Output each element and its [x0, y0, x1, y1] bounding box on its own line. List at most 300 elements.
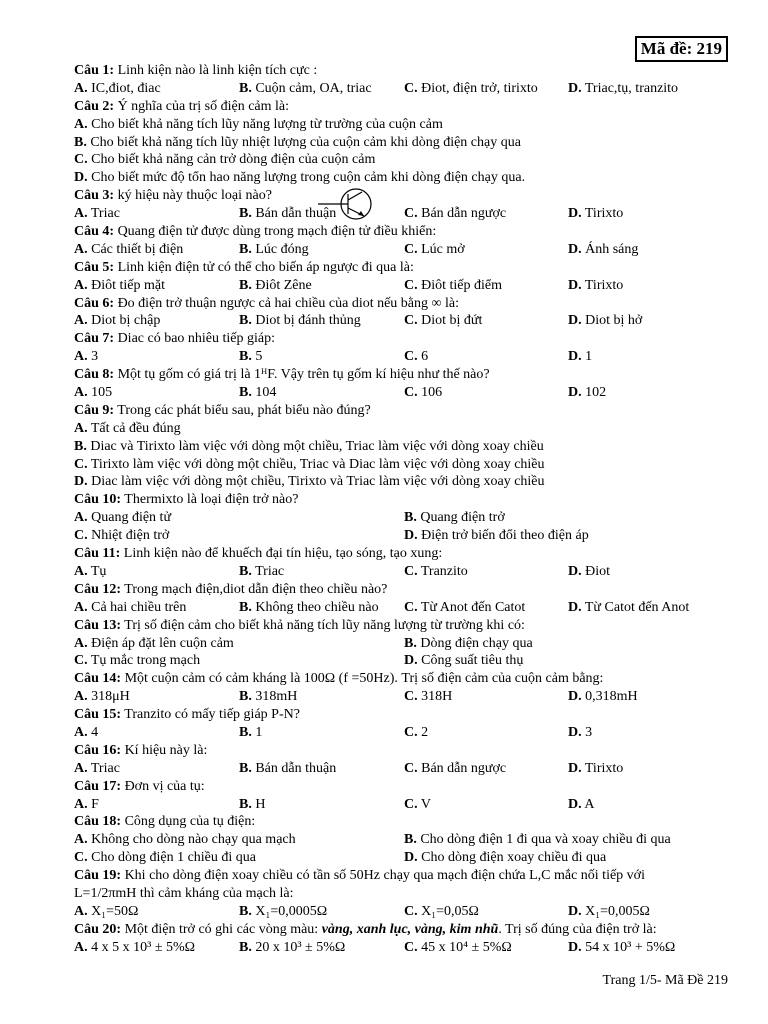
text-questions-q19-opts-1-0: B.: [239, 903, 252, 919]
text-questions-q2-opts-0-1: Cho biết khả năng tích lũy năng lượng từ trường của cuộn cảm: [87, 116, 443, 132]
answer-option: [239, 599, 379, 617]
text-questions-q13-label: Câu 13:: [74, 617, 122, 633]
answer-option: [404, 509, 505, 527]
question-16: [74, 742, 734, 760]
text-questions-q6-label: Câu 6:: [74, 295, 115, 311]
text-questions-q2-opts-0-0: A.: [74, 116, 88, 132]
answer-option: [404, 831, 671, 849]
text-questions-q14-opts-0-1: 318μH: [87, 689, 130, 705]
text-questions-q10-label: Câu 10:: [74, 492, 122, 508]
answer-option: [74, 241, 183, 259]
answer-option: [404, 312, 482, 330]
text-questions-q15-opts-0-0: A.: [74, 724, 88, 740]
text-questions-q4-opts-1-0: B.: [239, 241, 252, 257]
text-questions-q2-opts-3-1: Cho biết mức độ tổn hao năng lượng trong cuộn cảm khi dòng điện chạy qua.: [87, 170, 526, 186]
text-questions-q9-opts-2-0: C.: [74, 456, 88, 472]
options-1: [74, 80, 734, 98]
question-9: [74, 402, 734, 420]
text-questions-q2-opts-1-1: Cho biết khả năng tích lũy nhiệt lượng của cuộn cảm khi dòng điện chạy qua: [86, 134, 521, 150]
text-questions-q6-opts-3-1: Diot bị hở: [581, 313, 643, 329]
answer-option: [404, 903, 479, 921]
options-10-cd: [74, 527, 734, 545]
text-questions-q3-opts-0-0: A.: [74, 206, 88, 222]
text-questions-q17-opts-3-1: A: [581, 796, 595, 812]
text-questions-q12-opts-1-1: Không theo chiều nào: [251, 599, 379, 615]
text-questions-q10-opts-2-0: C.: [74, 528, 88, 544]
answer-option: [568, 384, 606, 402]
text-questions-q4-text: Quang điện tử được dùng trong mạch điện tử điều khiển:: [114, 224, 437, 240]
text-questions-q16-text: Kí hiệu này là:: [121, 742, 208, 758]
options-14: [74, 688, 734, 706]
text-questions-q20-colors: vàng, xanh lục, vàng, kim nhũ: [321, 921, 499, 937]
text-questions-q13-opts-2-1: Tụ mắc trong mạch: [87, 653, 201, 669]
answer-option: [404, 205, 506, 223]
text-questions-q9-text: Trong các phát biểu sau, phát biểu nào đúng?: [114, 402, 371, 418]
text-questions-q17-opts-2-1: V: [417, 796, 431, 812]
answer-option: [74, 796, 99, 814]
answer-option: [568, 348, 592, 366]
answer-option: [404, 796, 431, 814]
text-questions-q7-opts-3-0: D.: [568, 349, 582, 365]
text-questions-q20-text_end: . Trị số đúng của điện trở là:: [498, 921, 657, 937]
answer-option: [404, 277, 502, 295]
text-questions-q13-opts-0-0: A.: [74, 635, 88, 651]
text-questions-q5-label: Câu 5:: [74, 259, 115, 275]
text-questions-q11-opts-2-1: Tranzito: [417, 563, 468, 579]
text-questions-q15-opts-3-1: 3: [581, 724, 593, 740]
text-questions-q18-opts-0-1: Không cho dòng nào chạy qua mạch: [87, 832, 296, 848]
text-questions-q18-opts-2-1: Cho dòng điện 1 chiều đi qua: [87, 850, 256, 866]
text-questions-q6-opts-1-1: Diot bị đánh thủng: [251, 313, 361, 329]
text-questions-q17-opts-1-0: B.: [239, 796, 252, 812]
text-questions-q4-opts-2-1: Lúc mở: [417, 241, 465, 257]
text-questions-q19-opts-0-0: A.: [74, 903, 88, 919]
text-questions-q5-opts-2-1: Điôt tiếp điểm: [417, 277, 503, 293]
text-questions-q14-opts-1-1: 318mH: [251, 689, 298, 705]
text-questions-q16-opts-2-1: Bán dẫn ngược: [417, 760, 507, 776]
text-questions-q18-opts-1-1: Cho dòng điện 1 đi qua và xoay chiều đi qua: [416, 832, 671, 848]
question-5: [74, 259, 734, 277]
answer-option: [74, 527, 169, 545]
text-questions-q19-opts-2-1: X₁=0,05Ω: [417, 903, 479, 919]
text-questions-q7-opts-0-0: A.: [74, 349, 88, 365]
text-questions-q5-opts-2-0: C.: [404, 277, 418, 293]
text-questions-q5-opts-3-1: Tirixto: [581, 277, 624, 293]
answer-option: [568, 80, 678, 98]
options-13-ab: [74, 635, 734, 653]
text-questions-q12-opts-0-1: Cả hai chiều trên: [87, 599, 187, 615]
text-questions-q1-text: Linh kiện nào là linh kiện tích cực :: [114, 63, 318, 78]
text-questions-q4-opts-3-0: D.: [568, 241, 582, 257]
answer-option: [74, 509, 171, 527]
text-questions-q3-label: Câu 3:: [74, 188, 115, 204]
text-questions-q3-opts-2-0: C.: [404, 206, 418, 222]
option-9c: [74, 456, 734, 474]
text-questions-q3-opts-1-0: B.: [239, 206, 252, 222]
question-12: [74, 581, 734, 599]
text-questions-q9-opts-1-1: Diac và Tirixto làm việc với dòng một chiều, Triac làm việc với dòng xoay chiều: [86, 438, 544, 454]
question-19: [74, 867, 734, 885]
answer-option: [74, 384, 112, 402]
text-questions-q6-text: Đo điện trở thuận ngược cả hai chiều của diot nếu bằng ∞ là:: [114, 295, 459, 311]
text-questions-q19-text: Khi cho dòng điện xoay chiều có tần số 50Hz chạy qua mạch điện chứa L,C mắc nối tiếp với: [121, 868, 645, 884]
question-19-cont: [74, 885, 734, 903]
text-questions-q17-opts-0-0: A.: [74, 796, 88, 812]
text-questions-q6-opts-3-0: D.: [568, 313, 582, 329]
text-questions-q10-opts-0-0: A.: [74, 510, 88, 526]
text-questions-q15-opts-2-1: 2: [417, 724, 429, 740]
text-questions-q1-opts-1-1: Cuộn cảm, OA, triac: [251, 80, 372, 96]
text-questions-q1-opts-2-1: Điot, điện trở, tirixto: [417, 80, 538, 96]
text-questions-q3-opts-2-1: Bán dẫn ngược: [417, 206, 507, 222]
text-questions-q13-text: Trị số điện cảm cho biết khả năng tích lũy năng lượng từ trường khi có:: [121, 617, 525, 633]
text-questions-q8-opts-3-0: D.: [568, 385, 582, 401]
answer-option: [568, 312, 642, 330]
text-questions-q8-opts-1-0: B.: [239, 385, 252, 401]
text-questions-q15-label: Câu 15:: [74, 707, 122, 723]
question-18: [74, 813, 734, 831]
text-questions-q4-label: Câu 4:: [74, 224, 115, 240]
text-questions-q2-opts-2-1: Cho biết khả năng cản trở dòng điện của cuộn cảm: [87, 152, 376, 168]
text-questions-q19-opts-1-1: X₁=0,0005Ω: [251, 903, 328, 919]
options-20: [74, 939, 734, 957]
answer-option: [74, 563, 106, 581]
text-questions-q14-text: Một cuộn cảm có cảm kháng là 100Ω (f =50Hz). Trị số điện cảm của cuộn cảm bằng:: [121, 671, 604, 687]
text-questions-q12-label: Câu 12:: [74, 581, 122, 597]
text-questions-q6-opts-0-0: A.: [74, 313, 88, 329]
text-questions-q12-text: Trong mạch điện,diot dẫn điện theo chiều nào?: [121, 581, 388, 597]
text-questions-q13-opts-1-0: B.: [404, 635, 417, 651]
question-15: [74, 706, 734, 724]
text-questions-q10-text: Thermixto là loại điện trở nào?: [121, 492, 299, 508]
options-17: [74, 796, 734, 814]
answer-option: [239, 348, 262, 366]
options-4: [74, 241, 734, 259]
text-questions-q16-opts-0-0: A.: [74, 760, 88, 776]
text-questions-q8-opts-2-0: C.: [404, 385, 418, 401]
text-questions-q8-text: Một tụ gốm có giá trị là 1ᴴF. Vậy trên tụ gốm kí hiệu như thế nào?: [114, 367, 490, 383]
text-questions-q11-opts-1-1: Triac: [251, 563, 285, 579]
answer-option: [404, 724, 428, 742]
text-questions-q8-opts-0-0: A.: [74, 385, 88, 401]
answer-option: [568, 796, 594, 814]
text-questions-q17-text: Đơn vị của tụ:: [121, 778, 205, 794]
text-questions-q7-opts-3-1: 1: [581, 349, 593, 365]
text-questions-q15-text: Tranzito có mấy tiếp giáp P-N?: [121, 707, 300, 723]
answer-option: [404, 241, 465, 259]
options-8: [74, 384, 734, 402]
text-questions-q19-opts-3-0: D.: [568, 903, 582, 919]
text-questions-q9-opts-1-0: B.: [74, 438, 87, 454]
answer-option: [239, 724, 262, 742]
answer-option: [568, 760, 623, 778]
question-4: [74, 223, 734, 241]
text-questions-q5-opts-0-0: A.: [74, 277, 88, 293]
question-8: [74, 366, 734, 384]
answer-option: [404, 760, 506, 778]
text-questions-q15-opts-2-0: C.: [404, 724, 418, 740]
answer-option: [568, 599, 689, 617]
answer-option: [568, 939, 675, 957]
answer-option: [239, 688, 297, 706]
text-questions-q20-text: Một điện trở có ghi các vòng màu:: [121, 921, 322, 937]
answer-option: [74, 277, 165, 295]
text-questions-q5-text: Linh kiện điện tử có thể cho biến áp ngược đi qua là:: [114, 259, 414, 275]
question-1: [74, 62, 734, 80]
answer-option: [404, 348, 428, 366]
answer-option: [404, 939, 512, 957]
answer-option: [74, 205, 120, 223]
option-2d: [74, 169, 734, 187]
answer-option: [74, 939, 195, 957]
page-footer: Trang 1/5- Mã Đề 219: [602, 973, 728, 988]
text-questions-q10-opts-1-1: Quang điện trở: [416, 510, 505, 526]
text-questions-q11-opts-2-0: C.: [404, 563, 418, 579]
question-3: [74, 187, 734, 205]
exam-code: Mã đề: 219: [635, 36, 728, 62]
text-questions-q20-opts-0-1: 4 x 5 x 10³ ± 5%Ω: [87, 939, 196, 955]
text-questions-q3-opts-3-1: Tirixto: [581, 206, 624, 222]
answer-option: [74, 80, 161, 98]
text-questions-q9-opts-3-0: D.: [74, 474, 88, 490]
text-questions-q18-opts-3-1: Cho dòng điện xoay chiều đi qua: [417, 850, 607, 866]
text-questions-q2-opts-2-0: C.: [74, 152, 88, 168]
text-questions-q18-opts-2-0: C.: [74, 850, 88, 866]
text-questions-q6-opts-2-1: Diot bị đứt: [417, 313, 483, 329]
text-questions-q3-opts-0-1: Triac: [87, 206, 120, 222]
question-6: [74, 295, 734, 313]
text-questions-q16-label: Câu 16:: [74, 742, 122, 758]
answer-option: [404, 849, 606, 867]
answer-option: [74, 903, 138, 921]
options-6: [74, 312, 734, 330]
text-questions-q19-opts-2-0: C.: [404, 903, 418, 919]
text-questions-q20-opts-3-1: 54 x 10³ + 5%Ω: [581, 939, 676, 955]
answer-option: [239, 205, 336, 223]
answer-option: [568, 205, 623, 223]
text-questions-q11-label: Câu 11:: [74, 546, 121, 562]
text-questions-q20-opts-2-0: C.: [404, 939, 418, 955]
option-2c: [74, 151, 734, 169]
text-questions-q2-label: Câu 2:: [74, 98, 115, 114]
options-16: [74, 760, 734, 778]
text-questions-q4-opts-1-1: Lúc đóng: [251, 241, 309, 257]
answer-option: [74, 831, 296, 849]
text-questions-q16-opts-2-0: C.: [404, 760, 418, 776]
text-questions-q1-opts-3-0: D.: [568, 80, 582, 96]
options-19: [74, 903, 734, 921]
text-questions-q9-opts-3-1: Diac làm việc với dòng một chiều, Tirixto và Triac làm việc với dòng xoay chiều: [87, 474, 545, 490]
text-questions-q16-opts-0-1: Triac: [87, 760, 120, 776]
question-10: [74, 491, 734, 509]
text-questions-q18-opts-0-0: A.: [74, 832, 88, 848]
text-questions-q6-opts-1-0: B.: [239, 313, 252, 329]
text-questions-q1-opts-0-1: IC,điot, điac: [87, 80, 161, 96]
text-questions-q4-opts-3-1: Ánh sáng: [581, 241, 639, 257]
text-questions-q11-opts-0-1: Tụ: [87, 563, 107, 579]
text-questions-q18-text: Công dụng của tụ điện:: [121, 814, 256, 830]
text-questions-q2-opts-1-0: B.: [74, 134, 87, 150]
text-questions-q3-opts-3-0: D.: [568, 206, 582, 222]
question-list: [74, 62, 734, 957]
option-9b: [74, 438, 734, 456]
text-questions-q10-opts-3-1: Điện trở biến đổi theo điện áp: [417, 528, 589, 544]
answer-option: [74, 599, 186, 617]
answer-option: [404, 527, 589, 545]
text-questions-q16-opts-1-1: Bán dẫn thuận: [251, 760, 337, 776]
answer-option: [404, 384, 442, 402]
answer-option: [74, 724, 98, 742]
answer-option: [568, 241, 638, 259]
text-questions-q4-opts-2-0: C.: [404, 241, 418, 257]
text-questions-q20-opts-1-1: 20 x 10³ ± 5%Ω: [251, 939, 346, 955]
text-questions-q10-opts-2-1: Nhiệt điện trở: [87, 528, 170, 544]
text-questions-q9-opts-2-1: Tirixto làm việc với dòng một chiều, Triac và Diac làm việc với dòng xoay chiều: [87, 456, 545, 472]
answer-option: [404, 635, 533, 653]
text-questions-q7-opts-2-1: 6: [417, 349, 429, 365]
text-questions-q8-opts-3-1: 102: [581, 385, 607, 401]
answer-option: [239, 312, 361, 330]
text-questions-q8-opts-0-1: 105: [87, 385, 113, 401]
text-questions-q8-opts-1-1: 104: [251, 385, 277, 401]
answer-option: [74, 688, 130, 706]
text-questions-q1-label: Câu 1:: [74, 63, 115, 78]
answer-option: [568, 903, 650, 921]
answer-option: [568, 688, 638, 706]
answer-option: [239, 760, 336, 778]
text-questions-q14-opts-1-0: B.: [239, 689, 252, 705]
text-questions-q19-opts-0-1: X₁=50Ω: [87, 903, 139, 919]
text-questions-q9-label: Câu 9:: [74, 402, 115, 418]
text-questions-q11-opts-3-1: Điot: [581, 563, 611, 579]
text-questions-q11-opts-3-0: D.: [568, 563, 582, 579]
text-questions-q17-opts-0-1: F: [87, 796, 99, 812]
text-questions-q19-opts-3-1: X₁=0,005Ω: [581, 903, 650, 919]
text-questions-q5-opts-0-1: Điôt tiếp mặt: [87, 277, 166, 293]
text-questions-q17-label: Câu 17:: [74, 778, 122, 794]
text-questions-q4-opts-0-1: Các thiết bị điện: [87, 241, 184, 257]
text-questions-q7-label: Câu 7:: [74, 331, 115, 347]
text-questions-q1-opts-0-0: A.: [74, 80, 88, 96]
text-questions-q15-opts-0-1: 4: [87, 724, 99, 740]
text-questions-q7-opts-2-0: C.: [404, 349, 418, 365]
text-questions-q5-opts-1-0: B.: [239, 277, 252, 293]
option-9a: [74, 420, 734, 438]
text-questions-q3-text: ký hiệu này thuộc loại nào?: [114, 188, 272, 204]
text-questions-q1-opts-2-0: C.: [404, 80, 418, 96]
answer-option: [74, 652, 200, 670]
options-18-ab: [74, 831, 734, 849]
question-20: [74, 921, 734, 939]
text-questions-q20-opts-2-1: 45 x 10⁴ ± 5%Ω: [417, 939, 512, 955]
question-11: [74, 545, 734, 563]
option-9d: [74, 473, 734, 491]
options-13-cd: [74, 652, 734, 670]
text-questions-q17-opts-1-1: H: [251, 796, 266, 812]
text-questions-q12-opts-2-0: C.: [404, 599, 418, 615]
text-questions-q19-label: Câu 19:: [74, 868, 122, 884]
text-questions-q14-opts-2-1: 318H: [417, 689, 453, 705]
options-10-ab: [74, 509, 734, 527]
text-questions-q7-text: Diac có bao nhiêu tiếp giáp:: [114, 331, 276, 347]
text-questions-q13-opts-1-1: Dòng điện chạy qua: [416, 635, 533, 651]
options-5: [74, 277, 734, 295]
text-questions-q8-label: Câu 8:: [74, 367, 115, 383]
answer-option: [404, 599, 525, 617]
answer-option: [239, 384, 276, 402]
answer-option: [404, 652, 523, 670]
option-2a: [74, 116, 734, 134]
answer-option: [239, 939, 345, 957]
text-questions-q13-opts-3-1: Công suất tiêu thụ: [417, 653, 524, 669]
answer-option: [404, 688, 452, 706]
text-questions-q4-opts-0-0: A.: [74, 241, 88, 257]
text-questions-q14-opts-2-0: C.: [404, 689, 418, 705]
text-questions-q12-opts-3-1: Từ Catot đến Anot: [581, 599, 690, 615]
text-questions-q14-opts-0-0: A.: [74, 689, 88, 705]
question-14: [74, 670, 734, 688]
text-questions-q14-opts-3-0: D.: [568, 689, 582, 705]
answer-option: [404, 80, 538, 98]
text-questions-q17-opts-3-0: D.: [568, 796, 582, 812]
text-questions-q1-opts-3-1: Triac,tụ, tranzito: [581, 80, 679, 96]
text-questions-q9-opts-0-0: A.: [74, 420, 88, 436]
text-questions-q20-opts-0-0: A.: [74, 939, 88, 955]
answer-option: [74, 312, 160, 330]
text-questions-q20-label: Câu 20:: [74, 921, 122, 937]
text-questions-q16-opts-3-0: D.: [568, 760, 582, 776]
text-questions-q1-opts-1-0: B.: [239, 80, 252, 96]
text-questions-q16-opts-3-1: Tirixto: [581, 760, 624, 776]
answer-option: [74, 760, 120, 778]
text-questions-q6-opts-2-0: C.: [404, 313, 418, 329]
question-17: [74, 778, 734, 796]
answer-option: [74, 635, 234, 653]
text-questions-q2-opts-3-0: D.: [74, 170, 88, 186]
text-questions-q7-opts-1-1: 5: [251, 349, 263, 365]
text-questions-q13-opts-2-0: C.: [74, 653, 88, 669]
answer-option: [568, 277, 623, 295]
text-questions-q5-opts-3-0: D.: [568, 277, 582, 293]
question-2: [74, 98, 734, 116]
text-questions-q9-opts-0-1: Tất cả đều đúng: [87, 420, 181, 436]
text-questions-q8-opts-2-1: 106: [417, 385, 443, 401]
text-questions-q6-opts-0-1: Diot bị chập: [87, 313, 161, 329]
text-questions-q20-opts-1-0: B.: [239, 939, 252, 955]
text-questions-q15-opts-3-0: D.: [568, 724, 582, 740]
answer-option: [239, 796, 265, 814]
answer-option: [239, 241, 309, 259]
answer-option: [239, 277, 312, 295]
text-questions-q14-label: Câu 14:: [74, 671, 122, 687]
answer-option: [404, 563, 468, 581]
answer-option: [74, 849, 256, 867]
text-questions-q10-opts-3-0: D.: [404, 528, 418, 544]
text-questions-q19-text2: L=1/2πmH thì cảm kháng của mạch là:: [74, 885, 294, 901]
text-questions-q7-opts-1-0: B.: [239, 349, 252, 365]
answer-option: [239, 80, 372, 98]
answer-option: [239, 903, 327, 921]
text-questions-q2-text: Ý nghĩa của trị số điện cảm là:: [114, 98, 290, 114]
text-questions-q12-opts-1-0: B.: [239, 599, 252, 615]
text-questions-q15-opts-1-0: B.: [239, 724, 252, 740]
question-7: [74, 330, 734, 348]
text-questions-q11-opts-0-0: A.: [74, 563, 88, 579]
options-15: [74, 724, 734, 742]
text-questions-q13-opts-3-0: D.: [404, 653, 418, 669]
question-13: [74, 617, 734, 635]
options-18-cd: [74, 849, 734, 867]
